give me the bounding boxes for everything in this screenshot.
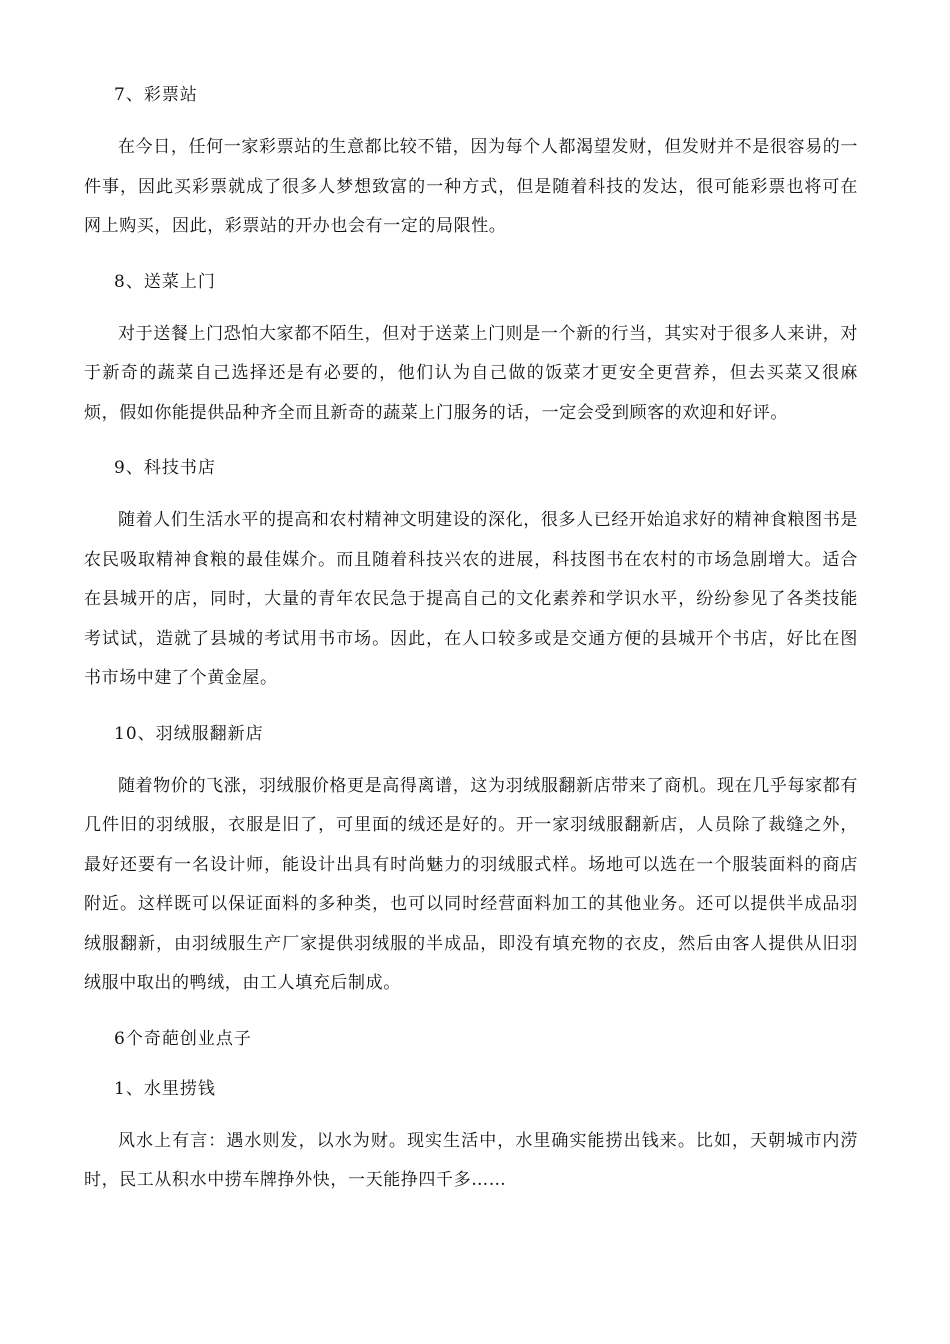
- paragraph-fishing-money: 风水上有言：遇水则发，以水为财。现实生活中，水里确实能捞出钱来。比如，天朝城市内涝时，民工从积水中捞车牌挣外快，一天能挣四千多……: [84, 1130, 858, 1190]
- paragraph-tech-bookstore: 随着人们生活水平的提高和农村精神文明建设的深化，很多人已经开始追求好的精神食粮图书是农民吸取精神食粮的最佳媒介。而且随着科技兴农的进展，科技图书在农村的市场急剧增大。适合在县城开的店，同时，大量的青年农民急于提高自己的文化素养和学识水平，纷纷参见了各类技能考试试，造就了县城的考试用书市场。因此，在人口较多或是交通方便的县城开个书店，好比在图书市场中建了个黄金屋。: [84, 510, 858, 688]
- spacer: [84, 112, 858, 128]
- spacer: [84, 699, 858, 717]
- spacer: [84, 299, 858, 315]
- heading-lottery-station: 7、彩票站: [114, 85, 198, 105]
- spacer: [84, 1004, 858, 1022]
- heading-vegetable-delivery: 8、送菜上门: [114, 271, 216, 292]
- spacer: [84, 433, 858, 451]
- spacer: [84, 485, 858, 501]
- section-title-startup-ideas: 6个奇葩创业点子: [114, 1028, 252, 1049]
- spacer: [84, 1106, 858, 1122]
- spacer: [84, 1056, 858, 1072]
- paragraph-vegetable-delivery: 对于送餐上门恐怕大家都不陌生，但对于送菜上门则是一个新的行当，其实对于很多人来讲，对于新奇的蔬菜自己选择还是有必要的，他们认为自己做的饭菜才更安全更营养，但去买菜又很麻烦，假如你能提供品种齐全而且新奇的蔬菜上门服务的话，一定会受到顾客的欢迎和好评。: [84, 323, 858, 423]
- spacer: [84, 751, 858, 767]
- spacer: [84, 247, 858, 265]
- heading-fishing-money: 1、水里捞钱: [114, 1078, 216, 1099]
- heading-down-jacket-renovation: 10、羽绒服翻新店: [114, 723, 264, 744]
- paragraph-lottery-station: 在今日，任何一家彩票站的生意都比较不错，因为每个人都渴望发财，但发财并不是很容易的一件事，因此买彩票就成了很多人梦想致富的一种方式，但是随着科技的发达，很可能彩票也将可在网上购买，因此，彩票站的开办也会有一定的局限性。: [84, 137, 858, 236]
- paragraph-down-jacket-renovation: 随着物价的飞涨，羽绒服价格更是高得离谱，这为羽绒服翻新店带来了商机。现在几乎每家都有几件旧的羽绒服，衣服是旧了，可里面的绒还是好的。开一家羽绒服翻新店，人员除了裁缝之外，最好还要有一名设计师，能设计出具有时尚魅力的羽绒服式样。场地可以选在一个服装面料的商店附近。这样既可以保证面料的多种类，也可以同时经营面料加工的其他业务。还可以提供半成品羽绒服翻新，由羽绒服生产厂家提供羽绒服的半成品，即没有填充物的衣皮，然后由客人提供从旧羽绒服中取出的鸭绒，由工人填充后制成。: [84, 775, 858, 993]
- heading-tech-bookstore: 9、科技书店: [114, 458, 216, 478]
